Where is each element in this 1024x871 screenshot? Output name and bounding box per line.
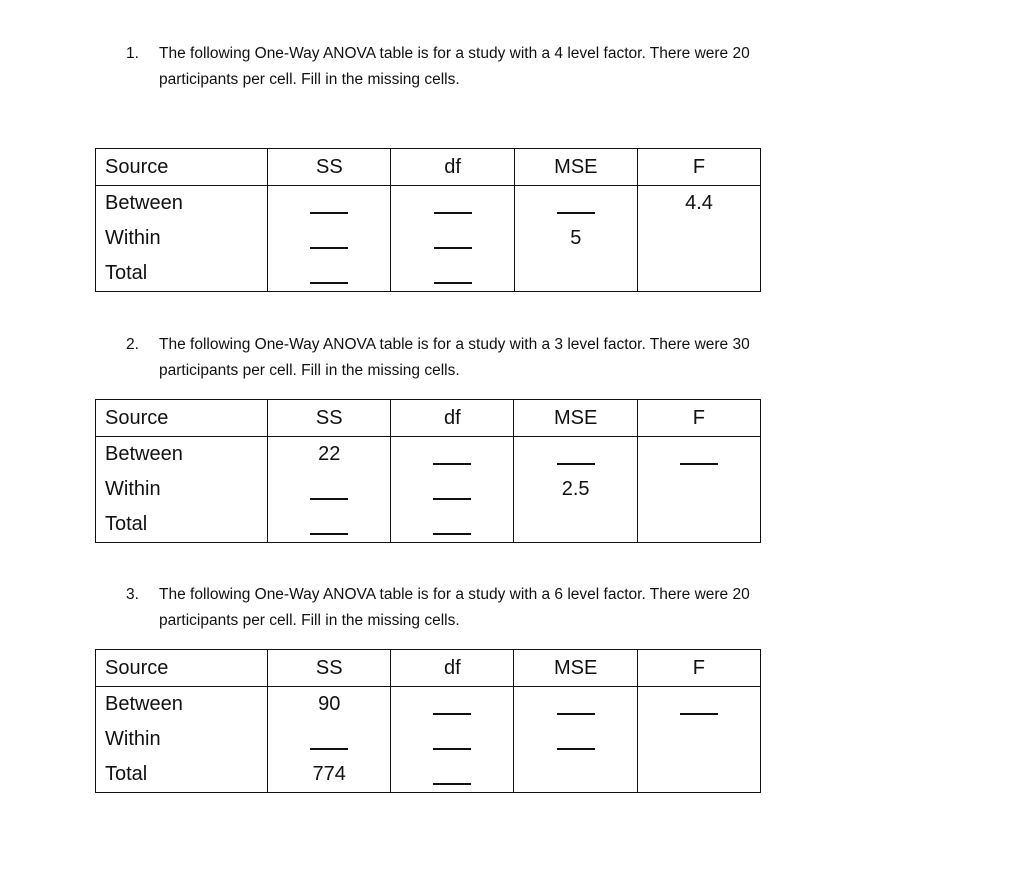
header-row bbox=[96, 149, 761, 186]
cell-source: Within bbox=[96, 221, 268, 256]
answer-blank[interactable] bbox=[433, 480, 471, 500]
cell-ss: 774 bbox=[268, 757, 391, 793]
table-row bbox=[96, 256, 761, 292]
question-text-line2: participants per cell. Fill in the missing cells. bbox=[159, 612, 460, 629]
blank-cell-df bbox=[391, 256, 514, 292]
cell-mse: 5 bbox=[514, 221, 637, 256]
cell-f bbox=[638, 221, 761, 256]
cell-f bbox=[637, 472, 760, 507]
table-row bbox=[96, 722, 761, 757]
blank-cell-df bbox=[391, 722, 514, 757]
column-header-df: df bbox=[391, 400, 514, 437]
blank-cell-f bbox=[637, 437, 760, 473]
blank-cell-mse bbox=[514, 722, 637, 757]
answer-blank[interactable] bbox=[557, 194, 595, 214]
table-row bbox=[96, 221, 761, 256]
cell-source: Within bbox=[96, 472, 268, 507]
answer-blank[interactable] bbox=[434, 229, 472, 249]
anova-table-2 bbox=[95, 399, 761, 543]
column-header-source: Source bbox=[96, 650, 268, 687]
blank-cell-ss bbox=[268, 507, 391, 543]
cell-ss: 22 bbox=[268, 437, 391, 473]
question-text-line1: The following One-Way ANOVA table is for a study with a 6 level factor. There were 20 bbox=[159, 586, 750, 603]
answer-blank[interactable] bbox=[433, 695, 471, 715]
blank-cell-df bbox=[391, 507, 514, 543]
blank-cell-df bbox=[391, 757, 514, 793]
column-header-mse: MSE bbox=[514, 149, 637, 186]
anova-table-3 bbox=[95, 649, 761, 793]
cell-f bbox=[637, 507, 760, 543]
table-row bbox=[96, 507, 761, 543]
answer-blank[interactable] bbox=[310, 264, 348, 284]
cell-f: 4.4 bbox=[638, 186, 761, 222]
column-header-mse: MSE bbox=[514, 400, 637, 437]
column-header-ss: SS bbox=[268, 400, 391, 437]
blank-cell-ss bbox=[268, 186, 391, 222]
table-row bbox=[96, 437, 761, 473]
header-row bbox=[96, 400, 761, 437]
answer-blank[interactable] bbox=[557, 730, 595, 750]
question-number: 3. bbox=[126, 586, 139, 603]
answer-blank[interactable] bbox=[310, 730, 348, 750]
answer-blank[interactable] bbox=[310, 194, 348, 214]
cell-source: Total bbox=[96, 757, 268, 793]
cell-source: Within bbox=[96, 722, 268, 757]
cell-mse: 2.5 bbox=[514, 472, 637, 507]
cell-mse bbox=[514, 507, 637, 543]
table-row bbox=[96, 757, 761, 793]
column-header-df: df bbox=[391, 650, 514, 687]
answer-blank[interactable] bbox=[310, 229, 348, 249]
blank-cell-df bbox=[391, 437, 514, 473]
answer-blank[interactable] bbox=[434, 264, 472, 284]
anova-table-1 bbox=[95, 148, 761, 292]
blank-cell-df bbox=[391, 687, 514, 723]
question-3 bbox=[126, 582, 886, 634]
cell-mse bbox=[514, 256, 637, 292]
column-header-df: df bbox=[391, 149, 514, 186]
question-number: 2. bbox=[126, 336, 139, 353]
table-row bbox=[96, 186, 761, 222]
cell-source: Total bbox=[96, 507, 268, 543]
question-text-line1: The following One-Way ANOVA table is for a study with a 3 level factor. There were 30 bbox=[159, 336, 750, 353]
cell-f bbox=[638, 256, 761, 292]
cell-source: Between bbox=[96, 687, 268, 723]
column-header-ss: SS bbox=[268, 149, 391, 186]
blank-cell-ss bbox=[268, 221, 391, 256]
question-text-line2: participants per cell. Fill in the missing cells. bbox=[159, 71, 460, 88]
answer-blank[interactable] bbox=[680, 445, 718, 465]
blank-cell-df bbox=[391, 186, 514, 222]
cell-ss: 90 bbox=[268, 687, 391, 723]
column-header-source: Source bbox=[96, 400, 268, 437]
answer-blank[interactable] bbox=[557, 695, 595, 715]
answer-blank[interactable] bbox=[433, 765, 471, 785]
answer-blank[interactable] bbox=[433, 730, 471, 750]
column-header-f: F bbox=[638, 149, 761, 186]
cell-f bbox=[637, 722, 760, 757]
header-row bbox=[96, 650, 761, 687]
answer-blank[interactable] bbox=[433, 515, 471, 535]
answer-blank[interactable] bbox=[310, 480, 348, 500]
blank-cell-f bbox=[637, 687, 760, 723]
blank-cell-mse bbox=[514, 687, 637, 723]
blank-cell-mse bbox=[514, 437, 637, 473]
cell-source: Between bbox=[96, 437, 268, 473]
table-row bbox=[96, 687, 761, 723]
blank-cell-ss bbox=[268, 472, 391, 507]
answer-blank[interactable] bbox=[680, 695, 718, 715]
answer-blank[interactable] bbox=[434, 194, 472, 214]
answer-blank[interactable] bbox=[557, 445, 595, 465]
column-header-mse: MSE bbox=[514, 650, 637, 687]
blank-cell-df bbox=[391, 472, 514, 507]
blank-cell-ss bbox=[268, 722, 391, 757]
question-text-line2: participants per cell. Fill in the missing cells. bbox=[159, 362, 460, 379]
blank-cell-mse bbox=[514, 186, 637, 222]
blank-cell-ss bbox=[268, 256, 391, 292]
column-header-source: Source bbox=[96, 149, 268, 186]
question-number: 1. bbox=[126, 45, 139, 62]
answer-blank[interactable] bbox=[310, 515, 348, 535]
cell-source: Between bbox=[96, 186, 268, 222]
cell-source: Total bbox=[96, 256, 268, 292]
blank-cell-df bbox=[391, 221, 514, 256]
cell-f bbox=[637, 757, 760, 793]
question-1 bbox=[126, 41, 886, 93]
question-text-line1: The following One-Way ANOVA table is for a study with a 4 level factor. There were 20 bbox=[159, 45, 750, 62]
cell-mse bbox=[514, 757, 637, 793]
answer-blank[interactable] bbox=[433, 445, 471, 465]
column-header-ss: SS bbox=[268, 650, 391, 687]
question-2 bbox=[126, 332, 886, 384]
column-header-f: F bbox=[637, 650, 760, 687]
table-row bbox=[96, 472, 761, 507]
column-header-f: F bbox=[637, 400, 760, 437]
